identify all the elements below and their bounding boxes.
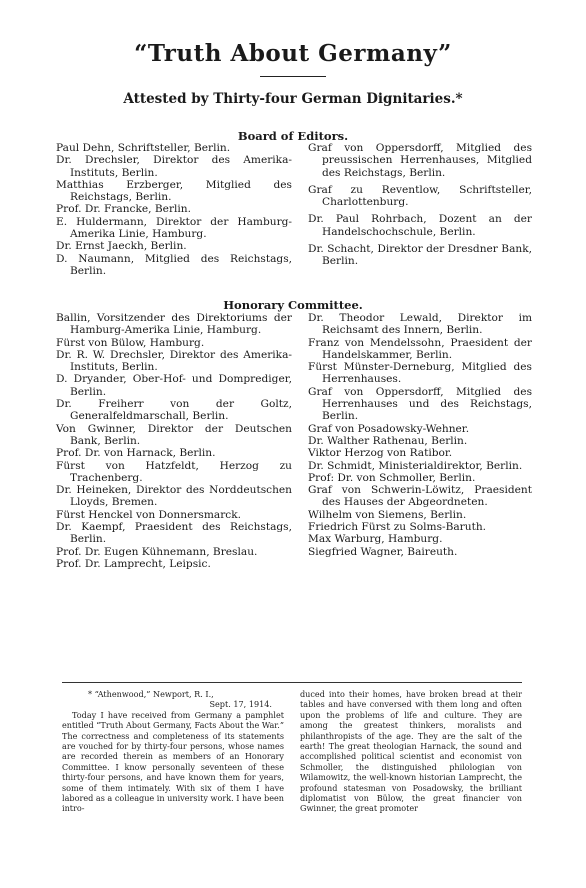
honorary-entry: Dr. Kaempf, Praesident des Reichstags, Berlin. [56, 521, 292, 546]
honorary-entry: Viktor Herzog von Ratibor. [308, 447, 453, 460]
honorary-entry: Dr. R. W. Drechsler, Direktor des Amerika-Instituts, Berlin. [56, 348, 292, 374]
honorary-entry: Dr. Freiherr von der Goltz, Generalfeldmarschall, Berlin. [56, 398, 292, 423]
board-entry: Dr. Paul Rohrbach, Dozent an der Handelschochschule, Berlin. [308, 213, 532, 238]
board-entry: Graf zu Reventlow, Schriftsteller, Charlottenburg. [308, 183, 532, 209]
board-entry: Prof. Dr. Francke, Berlin. [56, 203, 191, 216]
title-divider [260, 76, 326, 77]
page-title: “Truth About Germany” [134, 40, 452, 67]
honorary-entry: D. Dryander, Ober-Hof- und Domprediger, Berlin. [56, 373, 292, 398]
footnote-date: Sept. 17, 1914. [209, 699, 272, 710]
footnote-right-column [300, 689, 522, 814]
honorary-entry: Graf von Schwerin-Löwitz, Praesident des Hauses der Abgeordneten. [308, 484, 532, 509]
honorary-entry: Graf von Posadowsky-Wehner. [308, 422, 470, 435]
honorary-entry: Prof. Dr. Lamprecht, Leipsic. [56, 557, 211, 570]
footnote-left-column [62, 689, 284, 814]
honorary-entry: Fürst Henckel von Donnersmarck. [56, 508, 241, 521]
board-entry: Paul Dehn, Schriftsteller, Berlin. [56, 142, 231, 154]
honorary-entry: Max Warburg, Hamburg. [308, 533, 443, 546]
board-right-column [308, 142, 532, 273]
board-entry: Matthias Erzberger, Mitglied des Reichstags, Berlin. [56, 178, 292, 204]
honorary-entry: Ballin, Vorsitzender des Direktoriums der Hamburg-Amerika Linie, Hamburg. [56, 312, 292, 337]
honorary-entry: Fürst von Hatzfeldt, Herzog zu Trachenberg. [56, 459, 292, 484]
honorary-entry: Dr. Heineken, Direktor des Norddeutschen Lloyds, Bremen. [56, 484, 292, 509]
honorary-entry: Wilhelm von Siemens, Berlin. [308, 508, 467, 521]
footnote-paragraph: Today I have received from Germany a pamphlet entitled “Truth About Germany, Facts About the War.” The correctness and completeness of its statements are vouched for by thirty-four persons, whose names are recorded therein as members of an Honorary Committee. I know personally seventeen of these thirty-four persons, and have known them for years, some of them intimately. With six of them I have labored as a colleague in university work. I have been intro- [62, 709, 284, 814]
honorary-entry: Von Gwinner, Direktor der Deutschen Bank, Berlin. [56, 422, 292, 447]
board-heading: Board of Editors. [237, 129, 349, 143]
board-entry: Dr. Drechsler, Direktor des Amerika-Instituts, Berlin. [56, 154, 292, 179]
honorary-entry: Franz von Mendelssohn, Praesident der Handelskammer, Berlin. [308, 336, 532, 361]
footnote-divider [62, 682, 522, 683]
board-entry: D. Naumann, Mitglied des Reichstags, Berlin. [56, 252, 292, 277]
board-entry: Graf von Oppersdorff, Mitglied des preussischen Herrenhauses, Mitglied des Reichstags, Berlin. [308, 142, 532, 179]
board-left-column [56, 142, 292, 277]
honorary-entry: Graf von Oppersdorff, Mitglied des Herrenhauses und des Reichstags, Berlin. [308, 385, 532, 423]
honorary-entry: Dr. Walther Rathenau, Berlin. [308, 434, 468, 447]
honorary-entry: Prof. Dr. von Harnack, Berlin. [56, 447, 216, 460]
honorary-left-column [56, 312, 292, 570]
honorary-entry: Fürst Münster-Derneburg, Mitglied des Herrenhauses. [308, 361, 532, 386]
honorary-entry: Dr. Schmidt, Ministerialdirektor, Berlin. [308, 459, 523, 472]
footnote-paragraph-continued: duced into their homes, have broken bread at their tables and have conversed with them long and often upon the problems of life and culture. They are among the greatest thinkers, moralists and philanthropists of the age. They are the salt of the earth! The great theologian Harnack, the sound and accomplished political scientist and economist von Schmoller, the distinguished philologian von Wilamowitz, the well-known historian Lamprecht, the profound statesman von Posadowsky, the brilliant diplomatist von Bülow, the great financier von Gwinner, the great promoter [300, 689, 522, 814]
honorary-entry: Dr. Theodor Lewald, Direktor im Reichsamt des Innern, Berlin. [308, 312, 532, 337]
board-entry: Dr. Schacht, Direktor der Dresdner Bank, Berlin. [308, 243, 532, 268]
board-entry: E. Huldermann, Direktor der Hamburg-Amerika Linie, Hamburg. [56, 215, 292, 241]
board-entry: Dr. Ernst Jaeckh, Berlin. [56, 240, 187, 253]
honorary-heading: Honorary Committee. [223, 298, 363, 312]
honorary-entry: Siegfried Wagner, Baireuth. [308, 545, 458, 558]
honorary-entry: Prof: Dr. von Schmoller, Berlin. [308, 471, 476, 484]
page-subtitle: Attested by Thirty-four German Dignitaries.* [123, 91, 463, 107]
honorary-right-column [308, 312, 532, 558]
honorary-entry: Fürst von Bülow, Hamburg. [56, 336, 205, 349]
honorary-entry: Prof. Dr. Eugen Kühnemann, Breslau. [56, 545, 258, 558]
honorary-entry: Friedrich Fürst zu Solms-Baruth. [308, 521, 487, 534]
footnote-address: * “Athenwood,” Newport, R. I., [88, 689, 214, 699]
